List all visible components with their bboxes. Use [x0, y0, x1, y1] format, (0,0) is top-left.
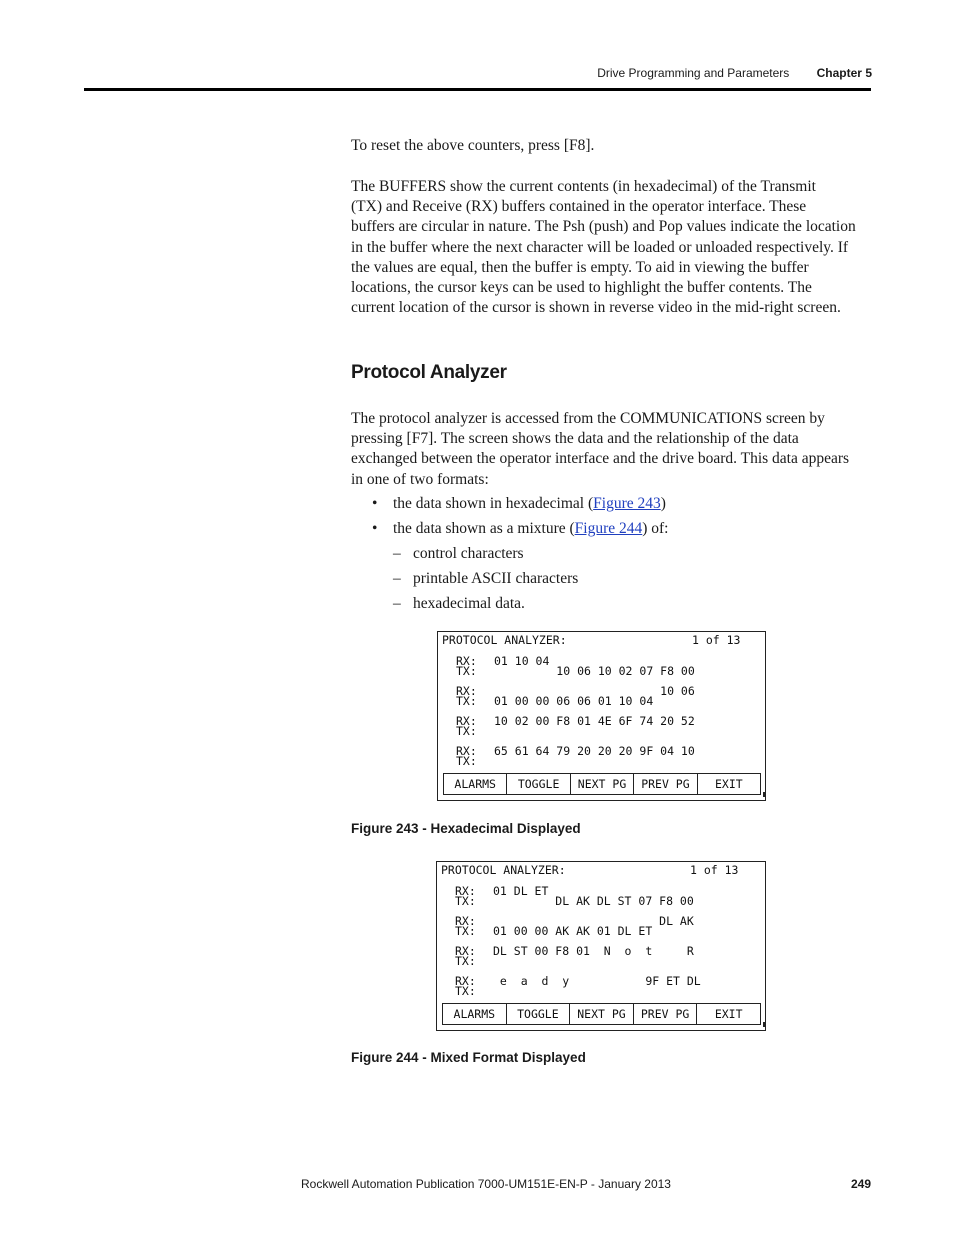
rx-data: DL AK	[493, 914, 694, 928]
text-line: locations, the cursor keys can be used to highlight the buffer contents. The	[351, 279, 812, 297]
section-heading: Protocol Analyzer	[351, 362, 507, 383]
tx-label: TX:	[455, 894, 476, 908]
page-number: 249	[850, 1177, 871, 1191]
tx-label: TX:	[456, 754, 477, 768]
protocol-analyzer-screen-mixed	[436, 861, 766, 1031]
function-key-bar	[443, 773, 761, 795]
prev-page-key[interactable]: PREV PG	[634, 1004, 698, 1024]
rx-label: RX:	[456, 654, 477, 668]
tx-label: TX:	[456, 664, 477, 678]
alarms-key[interactable]: ALARMS	[444, 774, 507, 794]
figure-caption: Figure 243 - Hexadecimal Displayed	[351, 821, 581, 836]
alarms-key[interactable]: ALARMS	[443, 1004, 507, 1024]
footer-publication: Rockwell Automation Publication 7000-UM151E-EN-P - January 2013	[301, 1177, 671, 1191]
tx-data: 10 06 10 02 07 F8 00	[494, 664, 695, 678]
screen-corner-mark	[763, 792, 765, 797]
text-line: The protocol analyzer is accessed from the COMMUNICATIONS screen by	[351, 410, 825, 427]
text-line: exchanged between the operator interface and the drive board. This data appears	[351, 450, 850, 468]
tx-data: 01 00 00 AK AK 01 DL ET	[493, 924, 653, 938]
rx-label: RX:	[456, 744, 477, 758]
text-line: buffers are circular in nature. The Psh (push) and Pop values indicate the location	[351, 218, 856, 236]
paragraph-buffers	[351, 177, 871, 318]
tx-label: TX:	[456, 694, 477, 708]
text-line: pressing [F7]. The screen shows the data and the relationship of the data	[351, 430, 799, 448]
tx-data: DL AK DL ST 07 F8 00	[493, 894, 694, 908]
rx-data: 10 06	[494, 684, 695, 698]
bullet-item: • the data shown as a mixture (Figure 244) of:	[372, 520, 669, 537]
next-page-key[interactable]: NEXT PG	[571, 774, 634, 794]
toggle-key[interactable]: TOGGLE	[507, 1004, 571, 1024]
next-page-key[interactable]: NEXT PG	[570, 1004, 634, 1024]
rx-label: RX:	[455, 884, 476, 898]
rx-label: RX:	[455, 974, 476, 988]
rx-data: 65 61 64 79 20 20 20 9F 04 10	[494, 744, 695, 758]
bullet-item: • the data shown in hexadecimal (Figure 243)	[372, 495, 666, 512]
tx-label: TX:	[455, 954, 476, 968]
bullet-dot: •	[372, 495, 378, 512]
sub-item: – hexadecimal data.	[393, 595, 525, 612]
toggle-key[interactable]: TOGGLE	[507, 774, 570, 794]
text-line: in the buffer where the next character will be loaded or unloaded respectively. If	[351, 238, 849, 256]
screen-page-indicator: 1 of 13	[690, 863, 739, 877]
paragraph-reset-counters: To reset the above counters, press [F8].	[351, 137, 595, 154]
rx-data: 10 02 00 F8 01 4E 6F 74 20 52	[494, 714, 695, 728]
bullet-dot: •	[372, 520, 378, 537]
sub-item: – printable ASCII characters	[393, 570, 579, 587]
sub-item: – control characters	[393, 545, 524, 562]
protocol-analyzer-screen-hex	[437, 631, 766, 801]
text-line: current location of the cursor is shown in reverse video in the mid-right screen.	[351, 299, 841, 317]
screen-title: PROTOCOL ANALYZER:	[442, 633, 567, 647]
header-rule	[84, 88, 871, 91]
running-header	[597, 66, 872, 80]
screen-title: PROTOCOL ANALYZER:	[441, 863, 566, 877]
paragraph-protocol-analyzer	[351, 409, 871, 490]
tx-data: 01 00 00 06 06 01 10 04	[494, 694, 654, 708]
header-chapter: Chapter 5	[816, 66, 872, 80]
tx-label: TX:	[455, 984, 476, 998]
rx-label: RX:	[455, 914, 476, 928]
text-line: the values are equal, then the buffer is empty. To aid in viewing the buffer	[351, 258, 809, 276]
prev-page-key[interactable]: PREV PG	[634, 774, 697, 794]
rx-label: RX:	[456, 714, 477, 728]
screen-page-indicator: 1 of 13	[692, 633, 741, 647]
rx-data: DL ST 00 F8 01 N o t R	[493, 944, 694, 958]
tx-label: TX:	[455, 924, 476, 938]
rx-data: e a d y 9F ET DL	[493, 974, 701, 988]
rx-label: RX:	[455, 944, 476, 958]
text-line: in one of two formats:	[351, 470, 489, 488]
rx-data: 01 DL ET	[493, 884, 549, 898]
text-line: (TX) and Receive (RX) buffers contained in the operator interface. These	[351, 198, 807, 216]
rx-data: 01 10 04	[494, 654, 550, 668]
function-key-bar	[442, 1003, 761, 1025]
exit-key[interactable]: EXIT	[714, 777, 743, 791]
rx-label: RX:	[456, 684, 477, 698]
header-section: Drive Programming and Parameters	[597, 66, 790, 80]
figure-caption: Figure 244 - Mixed Format Displayed	[351, 1050, 586, 1065]
tx-label: TX:	[456, 724, 477, 738]
figure-243-link[interactable]: Figure 243	[593, 495, 661, 512]
text-line: The BUFFERS show the current contents (in hexadecimal) of the Transmit	[351, 178, 816, 195]
exit-key[interactable]: EXIT	[714, 1007, 743, 1021]
screen-corner-mark	[763, 1022, 765, 1027]
figure-244-link[interactable]: Figure 244	[574, 520, 643, 537]
